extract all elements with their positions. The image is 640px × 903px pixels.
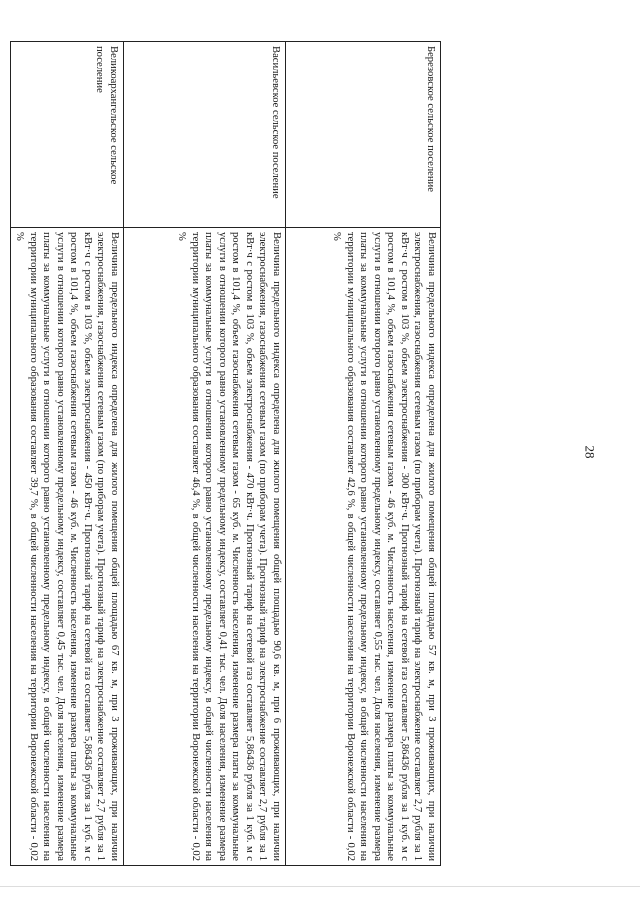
table-row [286,42,441,866]
index-description: Величина предельного индекса определена для жилого помещения общей площадью 67 кв. м, при 3 проживающих, при наличии электроснабжения, газоснабжения сетевым газом (по приборам учета). Прогнозный тариф на электроснабжение составляет 2,7 рубля за 1 кВт·ч с ростом в 103 %, объем электроснабжения - 450 кВт·ч. Прогнозный тариф на сетевой газ составляет 5,86436 рубля за 1 куб. м с ростом в 101,4 %, объем газоснабжения сетевым газом - 46 куб. м. Численность населения, изменение размера платы за коммунальные услуги в отношении которого равно установленному предельному индексу, составляет 0,45 тыс. чел. Доля населения, изменение размера платы за коммунальные услуги в отношении которого равно установленному предельному индексу, в общей численности населения на территории муниципального образования составляет 39,7 %, в общей численности населения на территории Воронежской области - 0,02 % [11,228,124,866]
index-description: Величина предельного индекса определена для жилого помещения общей площадью 90,6 кв. м, при 6 проживающих, при наличии электроснабжения, газоснабжения сетевым газом (по приборам учета). Прогнозный тариф на электроснабжение составляет 2,7 рубля за 1 кВт·ч с ростом в 103 %, объем электроснабжения - 470 кВт·ч. Прогнозный тариф на сетевой газ составляет 5,86436 рубля за 1 куб. м с ростом в 101,4 %, объем газоснабжения сетевым газом - 65 куб. м. Численность населения, изменение размера платы за коммунальные услуги в отношении которого равно установленному предельному индексу, составляет 0,41 тыс. чел. Доля населения, изменение размера платы за коммунальные услуги в отношении которого равно установленному предельному индексу, в общей численности населения на территории муниципального образования составляет 46,4 %, в общей численности населения на территории Воронежской области - 0,02 % [124,228,286,866]
settlement-name: Великоархангельское сельское поселение [11,42,124,228]
table-row [11,42,124,866]
tariff-index-table [10,41,441,866]
settlement-table [14,41,441,866]
settlement-name: Березовское сельское поселение [286,42,441,228]
page-number: 28 [582,445,598,459]
rotated-table-frame [14,41,441,866]
table-row [124,42,286,866]
index-description: Величина предельного индекса определена для жилого помещения общей площадью 57 кв. м, при 3 проживающих, при наличии электроснабжения, газоснабжения сетевым газом (по приборам учета). Прогнозный тариф на электроснабжение составляет 2,7 рубля за 1 кВт·ч с ростом в 103 %, объем электроснабжения - 300 кВт·ч. Прогнозный тариф на сетевой газ составляет 5,86436 рубля за 1 куб. м с ростом в 101,4 %, объем газоснабжения сетевым газом - 46 куб. м. Численность населения, изменение размера платы за коммунальные услуги в отношении которого равно установленному предельному индексу, составляет 0,55 тыс. чел. Доля населения, изменение размера платы за коммунальные услуги в отношении которого равно установленному предельному индексу, в общей численности населения на территории муниципального образования составляет 42,6 %, в общей численности населения на территории Воронежской области - 0,02 % [286,228,441,866]
scan-edge-line [0,886,640,887]
settlement-name: Васильевское сельское поселение [124,42,286,228]
